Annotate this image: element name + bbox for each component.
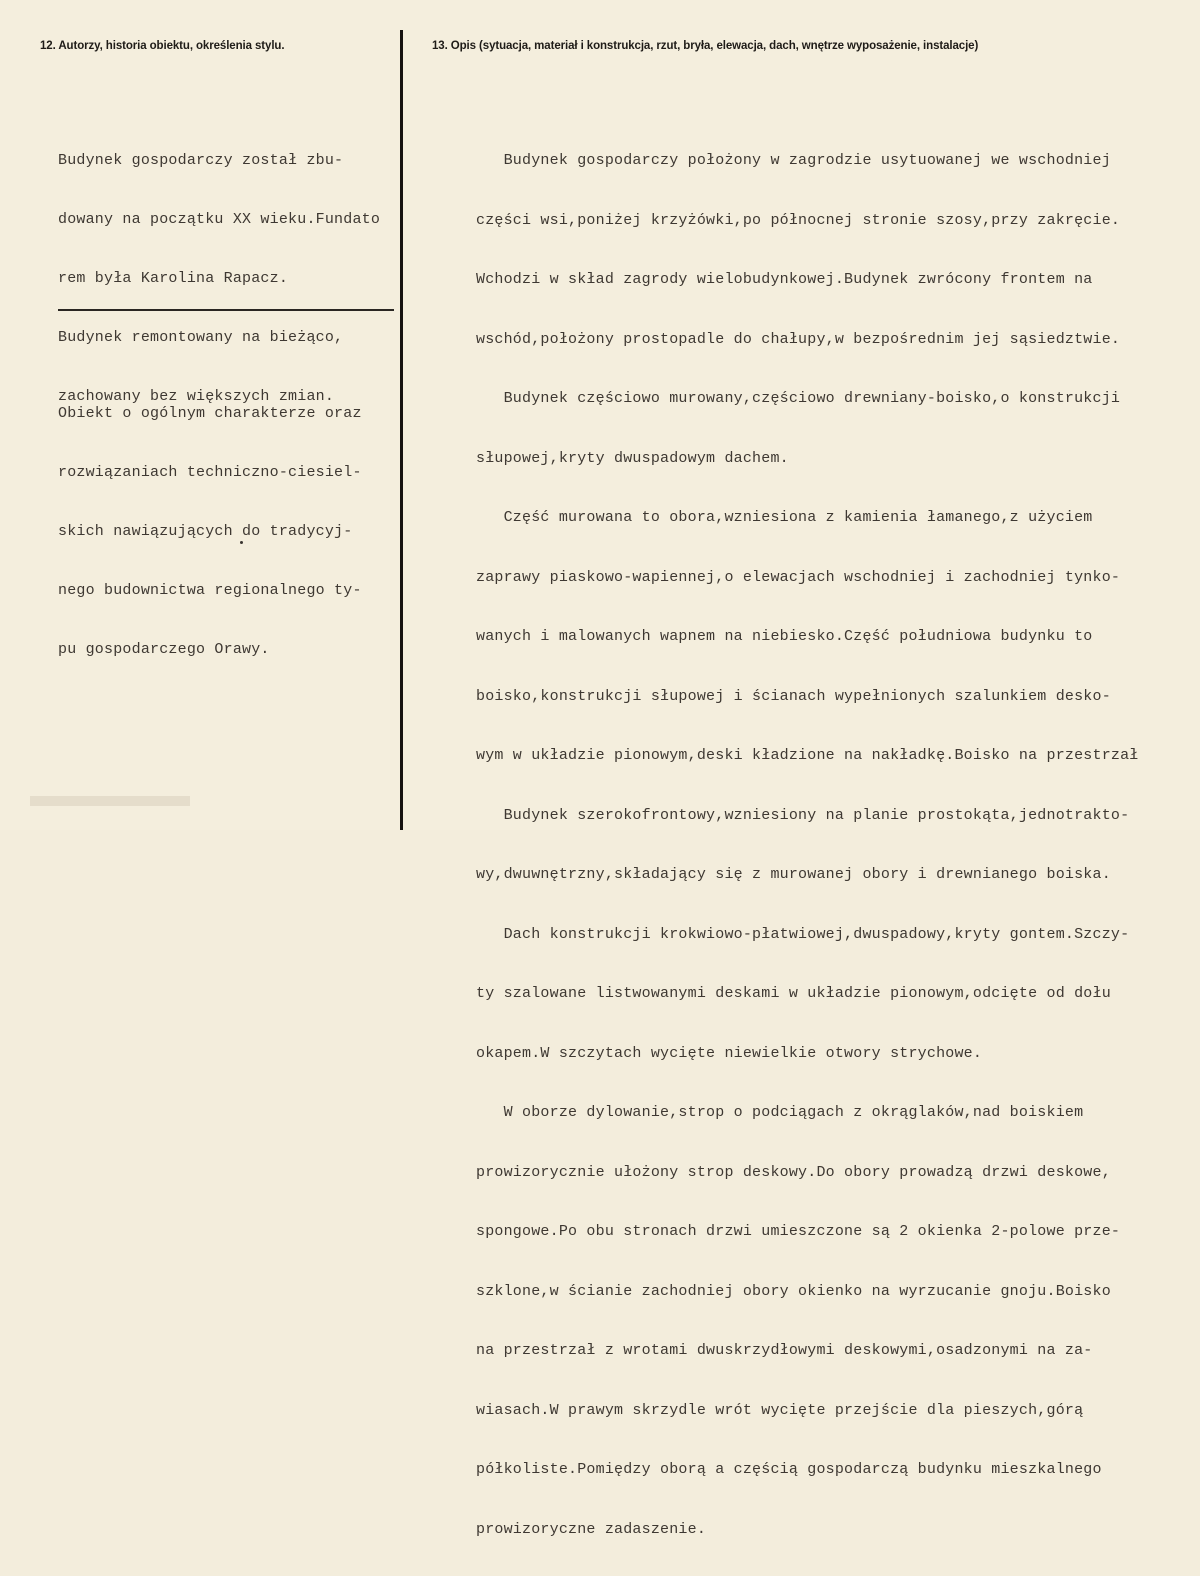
text-line: W oborze dylowanie,strop o podciągach z okrąglaków,nad boiskiem <box>476 1104 1084 1121</box>
text-line: wym w układzie pionowym,deski kładzione na nakładkę.Boisko na przestrzał <box>476 747 1139 764</box>
section-12-header: 12. Autorzy, historia obiektu, określenia stylu. <box>40 40 285 52</box>
text-line: zaprawy piaskowo-wapiennej,o elewacjach wschodniej i zachodniej tynko- <box>476 568 1121 586</box>
text-line: okapem.W szczytach wycięte niewielkie otwory strychowe. <box>476 1044 983 1062</box>
text-line: rozwiązaniach techniczno-ciesiel- <box>58 464 362 481</box>
text-line: Obiekt o ogólnym charakterze oraz <box>58 405 362 422</box>
text-line: rem była Karolina Rapacz. <box>58 270 289 287</box>
text-line: pu gospodarczego Orawy. <box>58 641 270 658</box>
text-line: Część murowana to obora,wzniesiona z kamienia łamanego,z użyciem <box>476 509 1093 526</box>
text-line: części wsi,poniżej krzyżówki,po północnej stronie szosy,przy zakręcie. <box>476 211 1121 229</box>
text-line: Budynek gospodarczy został zbu- <box>58 152 344 169</box>
text-line: spongowe.Po obu stronach drzwi umieszczone są 2 okienka 2-polowe prze- <box>476 1223 1121 1240</box>
description-text <box>476 114 1139 1576</box>
section-13-header: 13. Opis (sytuacja, materiał i konstrukcja, rzut, bryła, elewacja, dach, wnętrze wyposażenie, instalacje) <box>432 40 979 52</box>
text-line: wiasach.W prawym skrzydle wrót wycięte przejście dla pieszych,górą <box>476 1401 1084 1419</box>
text-line: ty szalowane listwowanymi deskami w układzie pionowym,odcięte od dołu <box>476 985 1111 1002</box>
text-line: Budynek gospodarczy położony w zagrodzie usytuowanej we wschodniej <box>476 152 1111 169</box>
text-line: Wchodzi w skład zagrody wielobudynkowej.Budynek zwrócony frontem na <box>476 271 1093 288</box>
text-line: wanych i malowanych wapnem na niebiesko.Część południowa budynku to <box>476 628 1093 645</box>
text-line: Dach konstrukcji krokwiowo-płatwiowej,dwuspadowy,kryty gontem.Szczy- <box>476 925 1130 943</box>
text-line: prowizoryczne zadaszenie. <box>476 1520 707 1538</box>
text-line: na przestrzał z wrotami dwuskrzydłowymi deskowymi,osadzonymi na za- <box>476 1342 1093 1359</box>
text-line: wy,dwuwnętrzny,składający się z murowanej obory i drewnianego boiska. <box>476 866 1111 883</box>
text-line: prowizorycznie ułożony strop deskowy.Do obory prowadzą drzwi deskowe, <box>476 1163 1111 1181</box>
text-line: dowany na początku XX wieku.Fundato <box>58 211 381 228</box>
text-line: Budynek szerokofrontowy,wzniesiony na planie prostokąta,jednotrakto- <box>476 806 1130 824</box>
text-line: Budynek częściowo murowany,częściowo drewniany-boisko,o konstrukcji <box>476 390 1121 407</box>
paper-smudge <box>30 796 190 806</box>
text-line: Budynek remontowany na bieżąco, <box>58 329 344 346</box>
text-line: nego budownictwa regionalnego ty- <box>58 582 362 599</box>
style-text <box>58 367 362 696</box>
text-line: boisko,konstrukcji słupowej i ścianach wypełnionych szalunkiem desko- <box>476 687 1111 705</box>
ink-dot <box>240 541 243 544</box>
text-line: skich nawiązujących do tradycyj- <box>58 523 353 540</box>
column-divider <box>400 30 403 830</box>
text-line: szklone,w ścianie zachodniej obory okienko na wyrzucanie gnoju.Boisko <box>476 1282 1111 1300</box>
text-line: zachowany bez większych zmian. <box>58 388 335 405</box>
text-line: półkoliste.Pomiędzy oborą a częścią gospodarczą budynku mieszkalnego <box>476 1461 1102 1478</box>
text-line: wschód,położony prostopadle do chałupy,w bezpośrednim jej sąsiedztwie. <box>476 330 1121 348</box>
text-line: słupowej,kryty dwuspadowym dachem. <box>476 449 789 467</box>
